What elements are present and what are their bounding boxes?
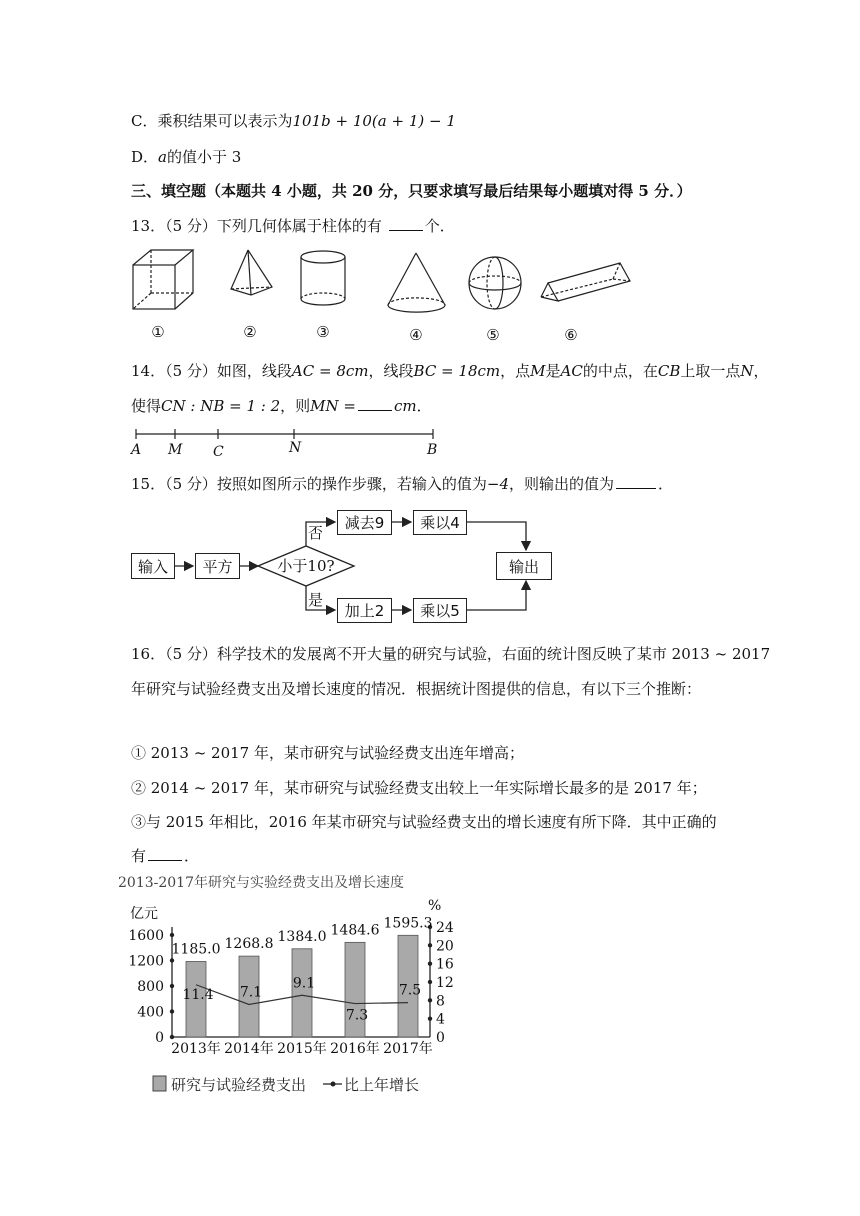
option-c: C．乘积结果可以表示为101b + 10(a + 1) − 1 <box>131 112 456 130</box>
flow-no-label: 否 <box>308 524 324 542</box>
flow-times5-box: 乘以5 <box>413 598 467 623</box>
y-tick-mark <box>170 933 174 937</box>
flow-square-box: 平方 <box>195 553 240 579</box>
flow-yes-label: 是 <box>308 591 324 609</box>
x-tick-label: 2014年 <box>224 1041 274 1057</box>
y2-axis-label: % <box>428 898 442 914</box>
legend-line-label: 比上年增长 <box>344 1076 420 1094</box>
question-14: 14．（5 分）如图，线段AC = 8cm，线段BC = 18cm，点M是AC的中点，在CB上取一点N， <box>131 362 769 380</box>
flow-minus9-box: 减去9 <box>337 510 392 535</box>
bar <box>292 949 312 1037</box>
y2-tick-label: 12 <box>436 975 454 991</box>
flow-times4-box: 乘以4 <box>413 510 467 535</box>
shape-label-2: ② <box>243 323 257 341</box>
x-tick-label: 2013年 <box>171 1041 221 1057</box>
bar-value-label: 1384.0 <box>277 928 327 945</box>
y2-tick-mark <box>428 943 432 947</box>
bar-value-label: 1595.3 <box>383 915 433 932</box>
y-tick-mark <box>170 1009 174 1013</box>
statement-2: ② 2014 ~ 2017 年，某市研究与试验经费支出较上一年实际增长最多的是 2017 年； <box>131 779 707 797</box>
question-14-line2: 使得CN : NB = 1 : 2，则MN = cm． <box>131 397 432 415</box>
statement-1: ① 2013 ~ 2017 年，某市研究与试验经费支出连年增高； <box>131 744 524 762</box>
bar-value-label: 1185.0 <box>171 941 221 958</box>
legend-bar-label: 研究与试验经费支出 <box>171 1076 307 1094</box>
statement-3: ③与 2015 年相比，2016 年某市研究与试验经费支出的增长速度有所下降．其中正确的 <box>131 813 717 831</box>
x-tick-label: 2017年 <box>383 1041 433 1057</box>
point-b: B <box>427 442 438 458</box>
flow-input-box: 输入 <box>131 553 175 579</box>
question-16-line2: 年研究与试验经费支出及增长速度的情况．根据统计图提供的信息，有以下三个推断： <box>131 680 702 698</box>
x-tick-label: 2016年 <box>330 1041 380 1057</box>
y-tick-mark <box>170 984 174 988</box>
y2-tick-mark <box>428 998 432 1002</box>
condition-label: 小于10? <box>277 557 335 575</box>
bar-value-label: 1268.8 <box>224 936 274 953</box>
shape-label-5: ⑤ <box>486 326 500 344</box>
question-15: 15．（5 分）按照如图所示的操作步骤，若输入的值为−4，则输出的值为 ． <box>131 475 674 493</box>
line-value-label: 7.3 <box>345 1007 369 1024</box>
chart-title: 2013-2017年研究与实验经费支出及增长速度 <box>118 875 404 891</box>
y-tick-mark <box>170 958 174 962</box>
section-heading: 三、填空题（本题共 4 小题，共 20 分，只要求填写最后结果每小题填对得 5 分．） <box>131 182 692 200</box>
point-m: M <box>168 442 183 458</box>
y-tick-label: 400 <box>137 1004 164 1021</box>
shape-label-4: ④ <box>409 326 423 344</box>
y2-tick-label: 8 <box>436 993 445 1010</box>
line-value-label: 11.4 <box>182 986 214 1003</box>
line-value-label: 7.5 <box>398 982 422 999</box>
line-value-label: 7.1 <box>239 984 263 1001</box>
point-n: N <box>289 440 302 456</box>
question-13: 13．（5 分）下列几何体属于柱体的有 个． <box>131 217 455 235</box>
line-value-label: 9.1 <box>292 975 316 992</box>
y2-tick-mark <box>428 980 432 984</box>
y2-tick-mark <box>428 1016 432 1020</box>
flow-plus2-box: 加上2 <box>337 598 392 623</box>
shape-label-6: ⑥ <box>564 326 578 344</box>
statement-4: 有 ． <box>131 847 200 865</box>
shape-label-3: ③ <box>316 323 330 341</box>
y-tick-label: 800 <box>137 979 164 995</box>
flow-output-box: 输出 <box>496 552 552 580</box>
shape-label-1: ① <box>151 323 165 341</box>
point-c: C <box>213 444 224 460</box>
y-axis-label: 亿元 <box>130 906 158 922</box>
x-tick-label: 2015年 <box>277 1041 327 1057</box>
y-tick-label: 1600 <box>128 928 164 944</box>
y2-tick-label: 24 <box>436 920 454 936</box>
y2-tick-mark <box>428 961 432 965</box>
y2-tick-label: 4 <box>436 1011 445 1028</box>
y-tick-label: 1200 <box>128 953 164 970</box>
y-tick-label: 0 <box>155 1030 164 1046</box>
y2-tick-label: 16 <box>436 956 454 973</box>
y2-tick-label: 20 <box>436 938 454 955</box>
y-tick-mark <box>170 1035 174 1039</box>
legend-bar-swatch <box>153 1076 166 1091</box>
question-16: 16．（5 分）科学技术的发展离不开大量的研究与试验，右面的统计图反映了某市 2013 ~ 2017 <box>131 645 771 663</box>
point-a: A <box>131 442 142 458</box>
legend-line-marker <box>331 1082 336 1087</box>
option-d: D．a的值小于 3 <box>131 148 242 166</box>
bar-value-label: 1484.6 <box>330 922 380 939</box>
y2-tick-label: 0 <box>436 1030 445 1046</box>
